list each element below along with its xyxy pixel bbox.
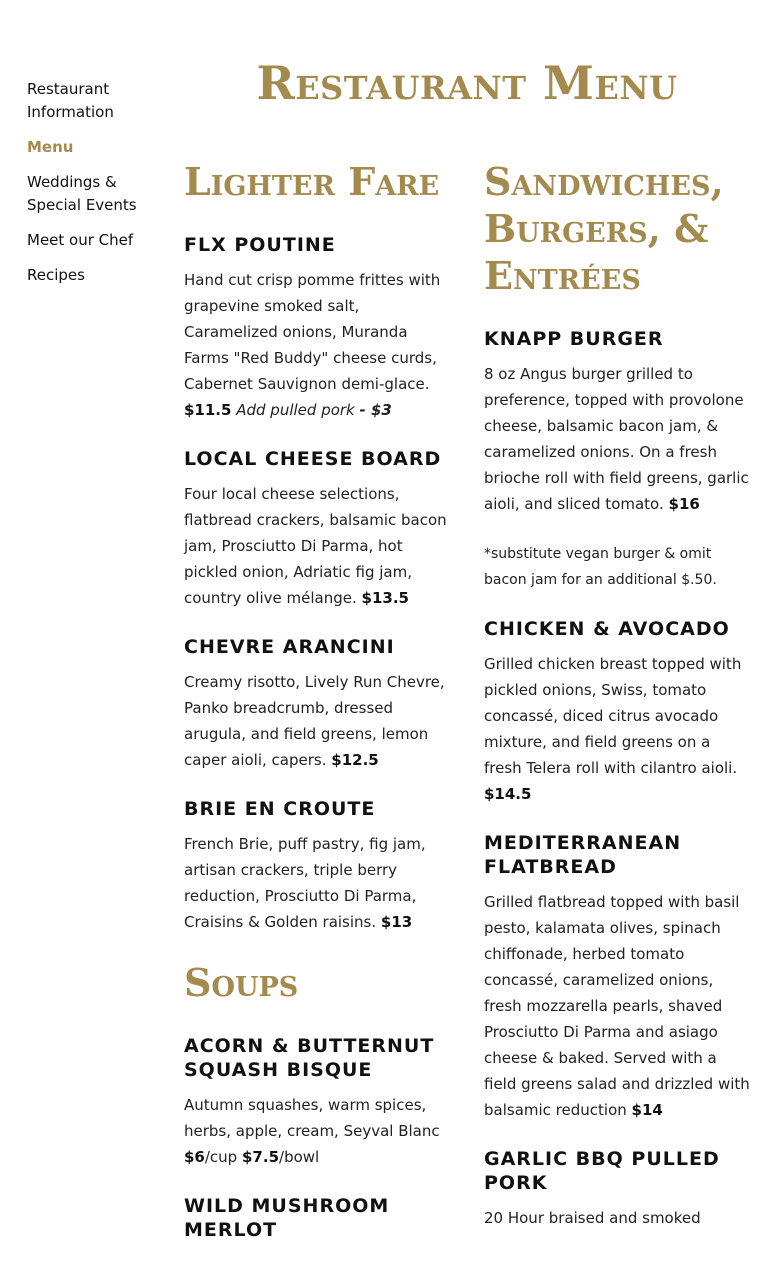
item-addon: Add pulled pork xyxy=(236,401,355,419)
item-price: $12.5 xyxy=(331,751,379,769)
item-name: GARLIC BBQ PULLED PORK xyxy=(484,1148,720,1194)
sidebar-item-meet-our-chef[interactable]: Meet our Chef xyxy=(27,231,134,249)
sidebar-item-recipes[interactable]: Recipes xyxy=(27,266,85,284)
item-price-cup-label: /cup xyxy=(204,1148,238,1166)
menu-item-local-cheese-board xyxy=(184,447,454,611)
menu-item-mediterranean-flatbread xyxy=(484,831,752,1123)
sidebar-item-menu[interactable]: Menu xyxy=(27,138,74,156)
item-price: $16 xyxy=(668,495,700,513)
item-name: WILD MUSHROOM MERLOT xyxy=(184,1195,390,1241)
menu-item-wild-mushroom-merlot xyxy=(184,1194,454,1242)
item-name: CHICKEN & AVOCADO xyxy=(484,618,730,640)
item-description-text: Creamy risotto, Lively Run Chevre, Panko breadcrumb, dressed arugula, and field greens, lemon caper aioli, capers. xyxy=(184,673,445,769)
item-price: $14.5 xyxy=(484,785,532,803)
item-price-cup: $6 xyxy=(184,1148,205,1166)
item-description-text: Grilled chicken breast topped with pickled onions, Swiss, tomato concassé, diced citrus avocado mixture, and field greens on a fresh Telera roll with cilantro aioli. xyxy=(484,655,742,777)
item-price: $13 xyxy=(380,913,413,931)
item-name: CHEVRE ARANCINI xyxy=(184,636,395,658)
menu-item-knapp-burger xyxy=(484,327,752,517)
item-description xyxy=(484,651,752,807)
item-description xyxy=(184,267,454,423)
item-description-text: Four local cheese selections, flatbread crackers, balsamic bacon jam, Prosciutto Di Parma, hot pickled onion, Adriatic fig jam, country olive mélange. xyxy=(184,485,447,607)
item-description xyxy=(184,669,454,773)
menu-item-brie-en-croute xyxy=(184,797,454,935)
item-price: $13.5 xyxy=(361,589,409,607)
menu-column-left xyxy=(184,158,454,1266)
item-description xyxy=(184,831,454,935)
item-description xyxy=(484,889,752,1123)
menu-column-right xyxy=(484,158,752,1255)
item-note-vegan-substitute: *substitute vegan burger & omit bacon jam for an additional $.50. xyxy=(484,546,717,588)
page-title: Restaurant Menu xyxy=(256,56,678,110)
item-description-text: Hand cut crisp pomme frittes with grapevine smoked salt, Caramelized onions, Muranda Farms "Red Buddy" cheese curds, Cabernet Sauvignon demi-glace. xyxy=(184,271,441,393)
sidebar-item-restaurant-information[interactable]: Restaurant Information xyxy=(27,80,114,121)
item-price-bowl-label: /bowl xyxy=(279,1148,320,1166)
item-description-text: Grilled flatbread topped with basil pesto, kalamata olives, spinach chiffonade, herbed tomato concassé, caramelized onions, fresh mozzarella pearls, shaved Prosciutto Di Parma and asiago cheese & baked. Served with a field greens salad and drizzled with balsamic reduction xyxy=(484,893,750,1119)
item-name: FLX POUTINE xyxy=(184,234,336,256)
item-description xyxy=(184,481,454,611)
item-addon-price: - $3 xyxy=(359,401,392,419)
item-description xyxy=(484,361,752,517)
item-name: KNAPP BURGER xyxy=(484,328,664,350)
item-price: $11.5 xyxy=(184,401,232,419)
menu-item-flx-poutine xyxy=(184,233,454,423)
sidebar-nav xyxy=(27,78,157,299)
item-name: LOCAL CHEESE BOARD xyxy=(184,448,442,470)
item-price-bowl: $7.5 xyxy=(242,1148,280,1166)
section-title-soups: Soups xyxy=(184,960,299,1005)
sidebar-item-weddings-special-events[interactable]: Weddings & Special Events xyxy=(27,173,137,214)
item-description-text: Autumn squashes, warm spices, herbs, apple, cream, Seyval Blanc xyxy=(184,1096,440,1140)
item-description-text: 8 oz Angus burger grilled to preference, topped with provolone cheese, balsamic bacon jam, & caramelized onions. On a fresh brioche roll with field greens, garlic aioli, and sliced tomato. xyxy=(484,365,749,513)
menu-item-chicken-avocado xyxy=(484,617,752,807)
item-name: BRIE EN CROUTE xyxy=(184,798,376,820)
menu-item-chevre-arancini xyxy=(184,635,454,773)
item-description-text: French Brie, puff pastry, fig jam, artisan crackers, triple berry reduction, Prosciutto Di Parma, Craisins & Golden raisins. xyxy=(184,835,426,931)
item-price: $14 xyxy=(631,1101,663,1119)
section-title-sandwiches-burgers-entrees: Sandwiches, Burgers, & Entrées xyxy=(484,159,724,298)
item-name: ACORN & BUTTERNUT SQUASH BISQUE xyxy=(184,1035,435,1081)
item-description xyxy=(184,1092,454,1170)
section-title-lighter-fare: Lighter Fare xyxy=(184,159,440,204)
item-name: MEDITERRANEAN FLATBREAD xyxy=(484,832,682,878)
item-description-text: 20 Hour braised and smoked xyxy=(484,1209,701,1227)
menu-item-squash-bisque xyxy=(184,1034,454,1170)
menu-item-garlic-bbq-pulled-pork xyxy=(484,1147,752,1231)
item-description xyxy=(484,1205,752,1231)
